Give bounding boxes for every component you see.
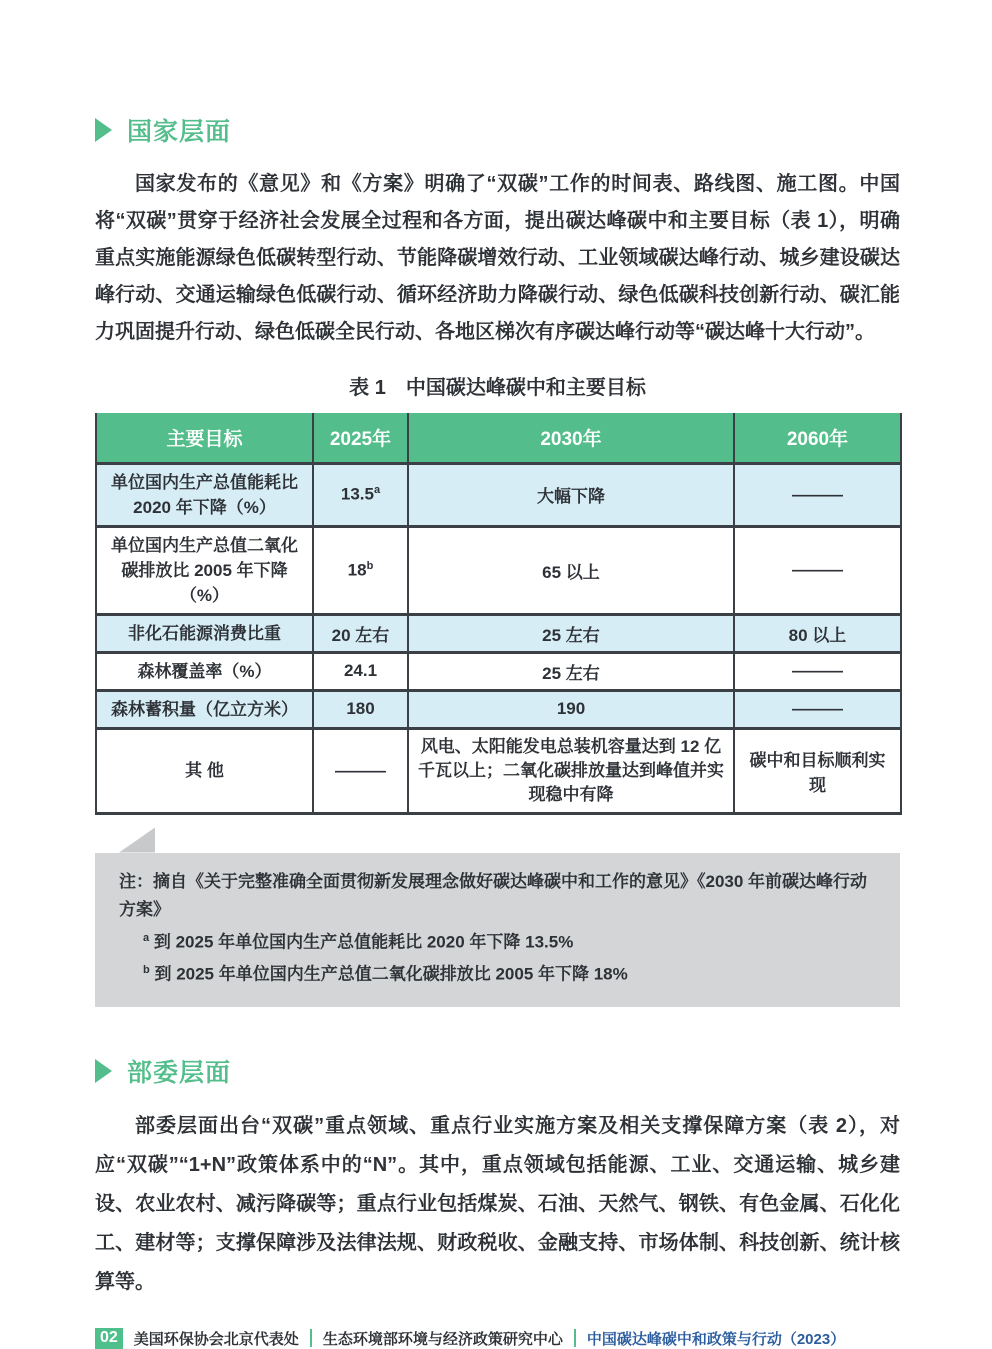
cell-value: 13.5 bbox=[340, 484, 374, 504]
row-label: 单位国内生产总值能耗比 2020 年下降（%） bbox=[96, 463, 313, 526]
page-number-badge: 02 bbox=[95, 1328, 123, 1349]
cell-2025: 20 左右 bbox=[313, 614, 408, 652]
footnote-marker: b bbox=[366, 559, 374, 572]
row-label: 非化石能源消费比重 bbox=[96, 614, 313, 652]
section-title: 国家层面 bbox=[127, 118, 232, 146]
section-heading-national bbox=[95, 112, 900, 148]
cell-2030: 大幅下降 bbox=[408, 463, 734, 526]
triangle-bullet-icon bbox=[95, 118, 112, 142]
footer-org1: 美国环保协会北京代表处 bbox=[133, 1330, 299, 1348]
table-title: 表 1 中国碳达峰碳中和主要目标 bbox=[349, 377, 646, 399]
table-row bbox=[96, 652, 901, 690]
cell-2060: 80 以上 bbox=[734, 614, 901, 652]
cell-2025 bbox=[313, 526, 408, 614]
cell-2060: ——— bbox=[734, 463, 901, 526]
note-item bbox=[143, 924, 876, 957]
cell-2030: 风电、太阳能发电总装机容量达到 12 亿千瓦以上；二氧化碳排放量达到峰值并实现稳中有降 bbox=[408, 728, 734, 813]
footnote-marker: a bbox=[143, 931, 150, 944]
row-label: 其 他 bbox=[96, 728, 313, 813]
header-2030: 2030年 bbox=[408, 413, 734, 463]
footer-divider bbox=[310, 1329, 312, 1347]
cell-2060: 碳中和目标顺利实现 bbox=[734, 728, 901, 813]
cell-2030: 190 bbox=[408, 690, 734, 728]
table-header-row bbox=[96, 413, 901, 463]
footer-divider bbox=[574, 1329, 576, 1347]
national-level-paragraph: 国家发布的《意见》和《方案》明确了“双碳”工作的时间表、路线图、施工图。中国将“双碳”贯穿于经济社会发展全过程和各方面，提出碳达峰碳中和主要目标（表 1），明确重点实施能源绿色低碳转型行动、节能降碳增效行动、工业领域碳达峰行动、城乡建设碳达峰行动、交通运输绿色低碳行动、循环经济助力降碳行动、绿色低碳科技创新行动、碳汇能力巩固提升行动、绿色低碳全民行动、各地区梯次有序碳达峰行动等“碳达峰十大行动”。 bbox=[95, 173, 900, 343]
header-main-goals: 主要目标 bbox=[96, 413, 313, 463]
cell-2025: 180 bbox=[313, 690, 408, 728]
ministry-level-paragraph: 部委层面出台“双碳”重点领域、重点行业实施方案及相关支撑保障方案（表 2），对应“双碳”“1+N”政策体系中的“N”。其中，重点领域包括能源、工业、交通运输、城乡建设、农业农村、减污降碳等；重点行业包括煤炭、石油、天然气、钢铁、有色金属、石化化工、建材等；支撑保障涉及法律法规、财政税收、金融支持、市场体制、科技创新、统计核算等。 bbox=[95, 1114, 900, 1293]
cell-2060: ——— bbox=[734, 652, 901, 690]
cell-2060: ——— bbox=[734, 526, 901, 614]
footnote-marker: b bbox=[143, 964, 150, 977]
footer-doc-title: 中国碳达峰碳中和政策与行动（2023） bbox=[586, 1330, 846, 1348]
note-item-text: 到 2025 年单位国内生产总值二氧化碳排放比 2005 年下降 18% bbox=[154, 964, 628, 984]
section-title: 部委层面 bbox=[127, 1058, 232, 1087]
table-row bbox=[96, 463, 901, 526]
note-source-line: 注：摘自《关于完整准确全面贯彻新发展理念做好碳达峰碳中和工作的意见》《2030 年前碳达峰行动方案》 bbox=[119, 871, 868, 919]
row-label: 单位国内生产总值二氧化碳排放比 2005 年下降（%） bbox=[96, 526, 313, 614]
footnote-marker: a bbox=[373, 484, 381, 497]
footer-org2: 生态环境部环境与经济政策研究中心 bbox=[322, 1330, 563, 1348]
section-heading-ministry bbox=[95, 1053, 900, 1089]
note-item-text: 到 2025 年单位国内生产总值能耗比 2020 年下降 13.5% bbox=[153, 932, 574, 952]
cell-2030: 25 左右 bbox=[408, 614, 734, 652]
cell-2060: ——— bbox=[734, 690, 901, 728]
table-row bbox=[96, 690, 901, 728]
table-row bbox=[96, 614, 901, 652]
page-footer bbox=[95, 1328, 900, 1349]
cell-2030: 65 以上 bbox=[408, 526, 734, 614]
table-note-box bbox=[95, 853, 900, 1007]
cell-2030: 25 左右 bbox=[408, 652, 734, 690]
table-row bbox=[96, 526, 901, 614]
cell-value: 18 bbox=[347, 560, 367, 580]
row-label: 森林蓄积量（亿立方米） bbox=[96, 690, 313, 728]
table-row bbox=[96, 728, 901, 813]
carbon-goals-table bbox=[95, 413, 902, 815]
cell-2025 bbox=[313, 463, 408, 526]
header-2025: 2025年 bbox=[313, 413, 408, 463]
row-label: 森林覆盖率（%） bbox=[96, 652, 313, 690]
cell-2025: ——— bbox=[313, 728, 408, 813]
cell-2025: 24.1 bbox=[313, 652, 408, 690]
triangle-bullet-icon bbox=[95, 1059, 112, 1083]
note-item bbox=[143, 956, 876, 989]
note-tail-icon bbox=[119, 828, 155, 853]
header-2060: 2060年 bbox=[734, 413, 901, 463]
